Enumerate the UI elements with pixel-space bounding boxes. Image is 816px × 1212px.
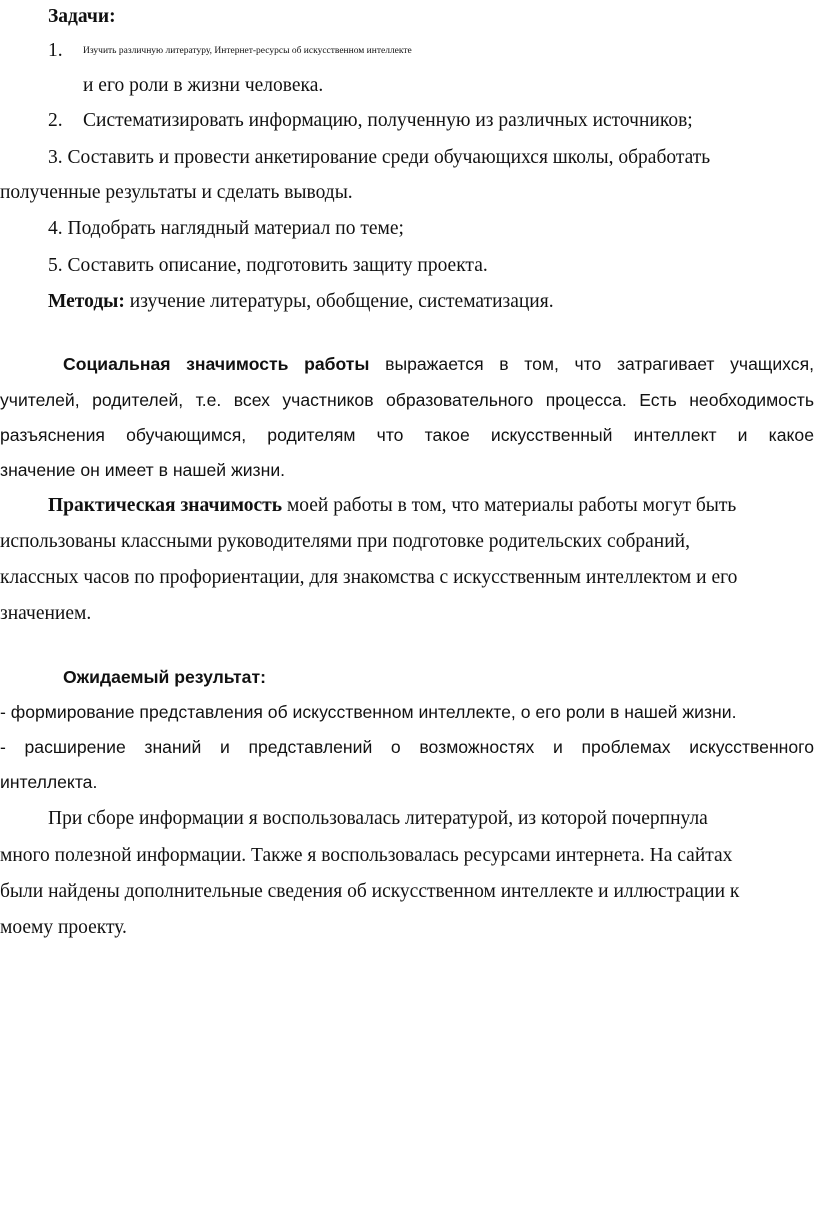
task-3-line-1: 3. Составить и провести анкетирование среди обучающихся школы, обработать (48, 147, 711, 168)
social-line-1 (63, 350, 814, 378)
expected-heading: Ожидаемый результат: (63, 667, 266, 687)
task-5: 5. Составить описание, подготовить защиту проекта. (48, 255, 488, 276)
practical-line-4: значением. (0, 603, 92, 624)
task-2-line-1: Систематизировать информацию, полученную из различных источников; (83, 110, 693, 131)
methods-label: Методы: (48, 291, 125, 312)
expected-line-2: - расширение знаний и представлений о возможностях и проблемах искусственного (0, 737, 814, 757)
social-line-4: значение он имеет в нашей жизни. (0, 460, 286, 480)
methods-paragraph (48, 288, 554, 316)
expected-line-1: - формирование представления об искусственном интеллекте, о его роли в нашей жизни. (0, 702, 737, 722)
sources-line-3: были найдены дополнительные сведения об искусственном интеллекте и иллюстрации к (0, 881, 740, 902)
tasks-heading: Задачи: (48, 6, 116, 27)
practical-label: Практическая значимость (48, 495, 283, 516)
practical-line-3: классных часов по профориентации, для знакомства с искусственным интеллектом и его (0, 567, 738, 588)
methods-text: изучение литературы, обобщение, систематизация. (124, 291, 554, 312)
task-1-line-2: и его роли в жизни человека. (83, 75, 324, 96)
sources-line-1: При сборе информации я воспользовалась литературой, из которой почерпнула (48, 808, 708, 829)
task-4: 4. Подобрать наглядный материал по теме; (48, 218, 404, 239)
social-label: Социальная значимость работы (63, 354, 370, 374)
task-2-number: 2. (48, 110, 63, 131)
social-line-1-rest: выражается в том, что затрагивает учащихся, (369, 354, 814, 374)
sources-line-4: моему проекту. (0, 917, 127, 938)
task-3-line-2: полученные результаты и сделать выводы. (0, 182, 353, 203)
social-line-3: разъяснения обучающимся, родителям что такое искусственный интеллект и какое (0, 425, 814, 445)
practical-line-2: использованы классными руководителями при подготовке родительских собраний, (0, 531, 690, 552)
practical-line-1 (48, 492, 736, 520)
task-1-number: 1. (48, 40, 63, 61)
expected-line-3: интеллекта. (0, 772, 98, 792)
social-line-2: учителей, родителей, т.е. всех участников образовательного процесса. Есть необходимость (0, 390, 814, 410)
task-1-line-1: Изучить различную литературу, Интернет-ресурсы об искусственном интеллекте (83, 46, 412, 56)
sources-line-2: много полезной информации. Также я воспользовалась ресурсами интернета. На сайтах (0, 845, 733, 866)
practical-line-1-rest: моей работы в том, что материалы работы могут быть (282, 495, 737, 516)
